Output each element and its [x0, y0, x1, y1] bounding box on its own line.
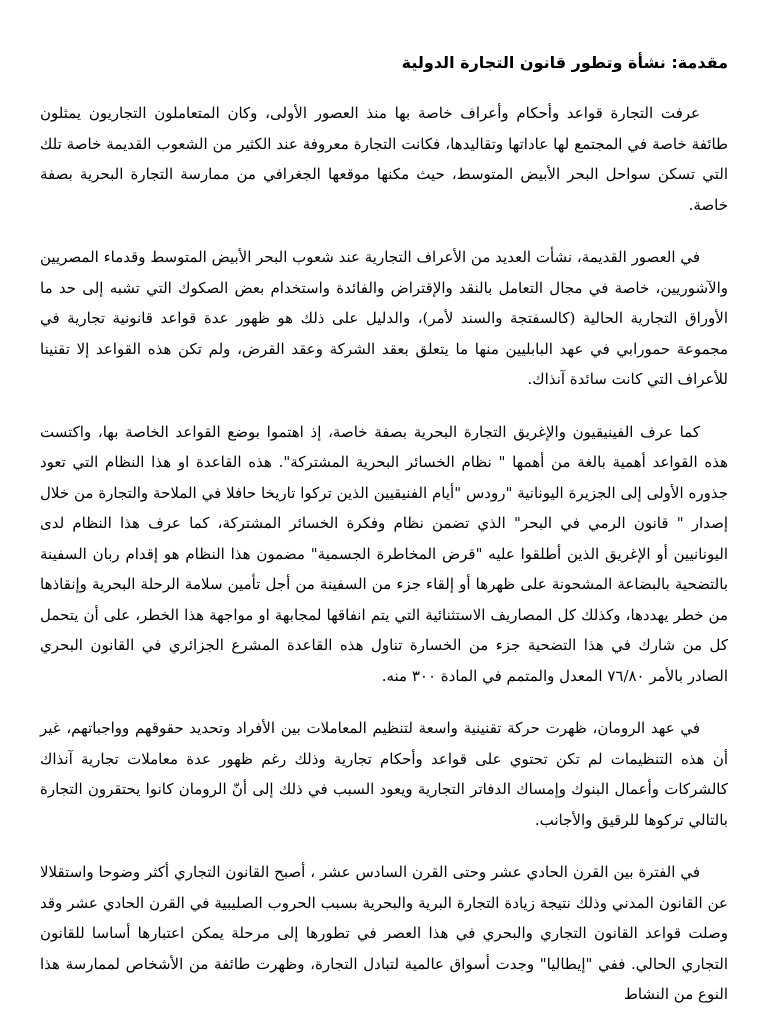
- paragraph-2: في العصور القديمة، نشأت العديد من الأعراف التجارية عند شعوب البحر الأبيض المتوسط وقدماء المصريين والآشوريين، خاصة في مجال التعامل بالنقد والإقتراض والفائدة واستخدام بعض الصكوك التي تشبه إلى حد ما الأوراق التجارية الحالية (كالسفتجة والسند لأمر)، والدليل على ذلك هو ظهور عدة قواعد قانونية تجارية في مجموعة حمورابي في عهد البابليين منها ما يتعلق بعقد الشركة وعقد القرض، ولم تكن هذه القواعد إلا تقنينا للأعراف التي كانت سائدة آنذاك.: [40, 248, 728, 388]
- paragraph-3: كما عرف الفينيقيون والإغريق التجارة البحرية بصفة خاصة، إذ اهتموا بوضع القواعد الخاصة بها، واكتست هذه القواعد أهمية بالغة من أهمها " نظام الخسائر البحرية المشتركة". هذه القاعدة او هذا النظام التي تعود جذوره الأولى إلى الجزيرة اليونانية "رودس "أيام الفنيقيين الذين تركوا تاريخا حافلا في الملاحة والتجارة من خلال إصدار " قانون الرمي في البحر" الذي تضمن نظام وفكرة الخسائر المشتركة، كما عرف هذا النظام لدى اليونانيين أو الإغريق الذين أطلقوا عليه "قرض المخاطرة الجسمية" مضمون هذا النظام هو إقدام ربان السفينة بالتضحية بالبضاعة المشحونة على ظهرها أو إلقاء جزء من السفينة من أجل تأمين سلامة الرحلة البحرية وإنقاذها من خطر يهددها، وكذلك كل المصاريف الاستثنائية التي يتم انفاقها لمجابهة او مواجهة هذا الخطر، على أن يتحمل كل من شارك في هذا التضحية جزء من الخسارة تناول هذه القاعدة المشرع الجزائري في القانون البحري الصادر بالأمر ٧٦/٨٠ المعدل والمتمم في المادة ٣٠٠ منه.: [40, 422, 728, 685]
- paragraph-1: عرفت التجارة قواعد وأحكام وأعراف خاصة بها منذ العصور الأولى، وكان المتعاملون التجاريون يمثلون طائفة خاصة في المجتمع لها عاداتها وتقاليدها، فكانت التجارة معروفة عند الكثير من الشعوب القديمة خاصة تلك التي تسكن سواحل البحر الأبيض المتوسط، حيث مكنها موقعها الجغرافي من ممارسة التجارة البحرية بصفة خاصة.: [40, 104, 728, 214]
- document-title: مقدمة: نشأة وتطور قانون التجارة الدولية: [401, 53, 728, 72]
- paragraph-5: في الفترة بين القرن الحادي عشر وحتى القرن السادس عشر ، أصبح القانون التجاري أكثر وضوحا واستقلالا عن القانون المدني وذلك نتيجة زيادة التجارة البرية والبحرية بسبب الحروب الصليبية في القرن الحادي عشر وقد وصلت قواعد القانون التجاري والبحري في هذا العصر في تطورها إلى مرحلة يمكن اعتبارها أساسا للقانون التجاري الحالي. ففي "إيطاليا" وجدت أسواق عالمية لتبادل التجارة، وظهرت طائفة من الأشخاص لممارسة هذا النوع من النشاط: [40, 863, 728, 1003]
- paragraph-4: في عهد الرومان، ظهرت حركة تقنينية واسعة لتنظيم المعاملات بين الأفراد وتحديد حقوقهم وواجباتهم، غير أن هذه التنظيمات لم تكن تحتوي على قواعد وأحكام تجارية وذلك رغم ظهور عدة معاملات تجارية آنذاك كالشركات وأعمال البنوك وإمساك الدفاتر التجارية ويعود السبب في ذلك إلى أنّ الرومان كانوا يحتقرون التجارة بالتالي تركوها للرقيق والأجانب.: [40, 719, 728, 829]
